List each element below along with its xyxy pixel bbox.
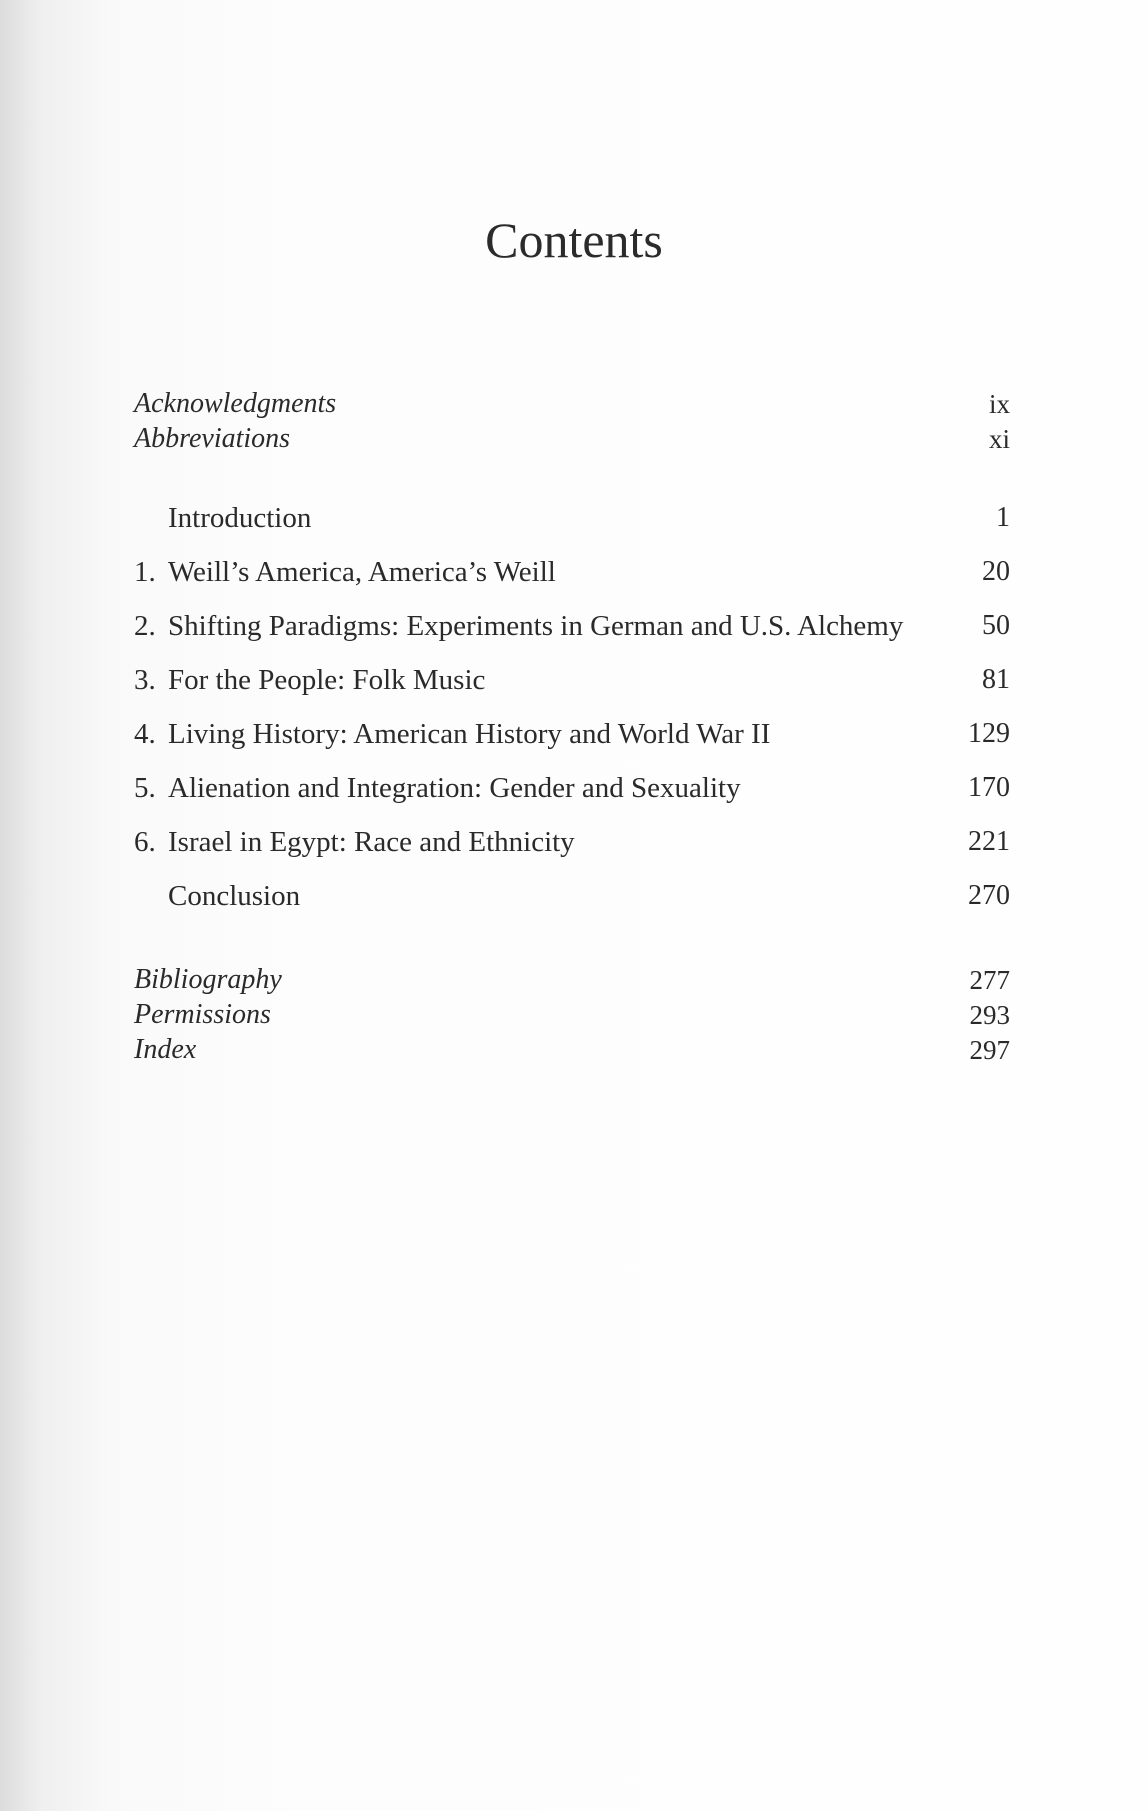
toc-entry-index [134, 1033, 1010, 1069]
toc-entry-page: 50 [982, 610, 1010, 641]
toc-entry-number: 3. [134, 664, 156, 696]
toc-entry-chapter-5 [134, 770, 1010, 806]
toc-entry-page: 221 [968, 826, 1010, 857]
toc-entry-label: Index [134, 1034, 197, 1065]
toc-entry-label: Weill’s America, America’s Weill [168, 556, 556, 588]
page-title: Contents [485, 212, 663, 268]
toc-entry-page: 297 [969, 1035, 1010, 1065]
toc-entry-label: Alienation and Integration: Gender and Sexuality [168, 772, 741, 804]
toc-entry-page: 20 [982, 556, 1010, 587]
toc-entry-label: Israel in Egypt: Race and Ethnicity [168, 826, 575, 858]
toc-entry-number: 4. [134, 718, 156, 750]
toc-entry-label: Introduction [168, 502, 312, 534]
toc-entry-bibliography [134, 963, 1010, 999]
toc-entry-page: ix [988, 389, 1010, 419]
toc-entry-page: 277 [969, 965, 1010, 995]
toc-entry-label: Living History: American History and World War II [168, 718, 771, 750]
toc-entry-page: 170 [968, 772, 1010, 803]
toc-entry-label: Bibliography [134, 964, 282, 995]
toc-entry-chapter-4 [134, 716, 1010, 752]
toc-entry-page: 129 [968, 718, 1010, 749]
toc-entry-acknowledgments [134, 387, 1010, 423]
toc-entry-number: 1. [134, 556, 156, 588]
toc-entry-chapter-6 [134, 824, 1010, 860]
toc-entry-number: 6. [134, 826, 156, 858]
toc-entry-page: 81 [982, 664, 1010, 695]
toc-entry-label: Shifting Paradigms: Experiments in German and U.S. Alchemy [168, 610, 904, 642]
toc-entry-page: 270 [968, 880, 1010, 911]
toc-entry-label: Permissions [134, 999, 271, 1030]
toc-entry-introduction [134, 500, 1010, 536]
toc-entry-page: 293 [969, 1000, 1010, 1030]
toc-entry-permissions [134, 998, 1010, 1034]
toc-entry-page: 1 [996, 502, 1010, 533]
toc-entry-chapter-1 [134, 554, 1010, 590]
toc-entry-conclusion [134, 878, 1010, 914]
toc-entry-label: For the People: Folk Music [168, 664, 486, 696]
toc-entry-abbreviations [134, 422, 1010, 458]
toc-entry-chapter-3 [134, 662, 1010, 698]
toc-entry-label: Abbreviations [134, 423, 291, 454]
toc-entry-number: 2. [134, 610, 156, 642]
toc-entry-number: 5. [134, 772, 156, 804]
toc-entry-page: xi [988, 424, 1010, 454]
toc-entry-chapter-2 [134, 608, 1010, 644]
toc-entry-label: Conclusion [168, 880, 301, 912]
toc-entry-label: Acknowledgments [134, 388, 337, 419]
